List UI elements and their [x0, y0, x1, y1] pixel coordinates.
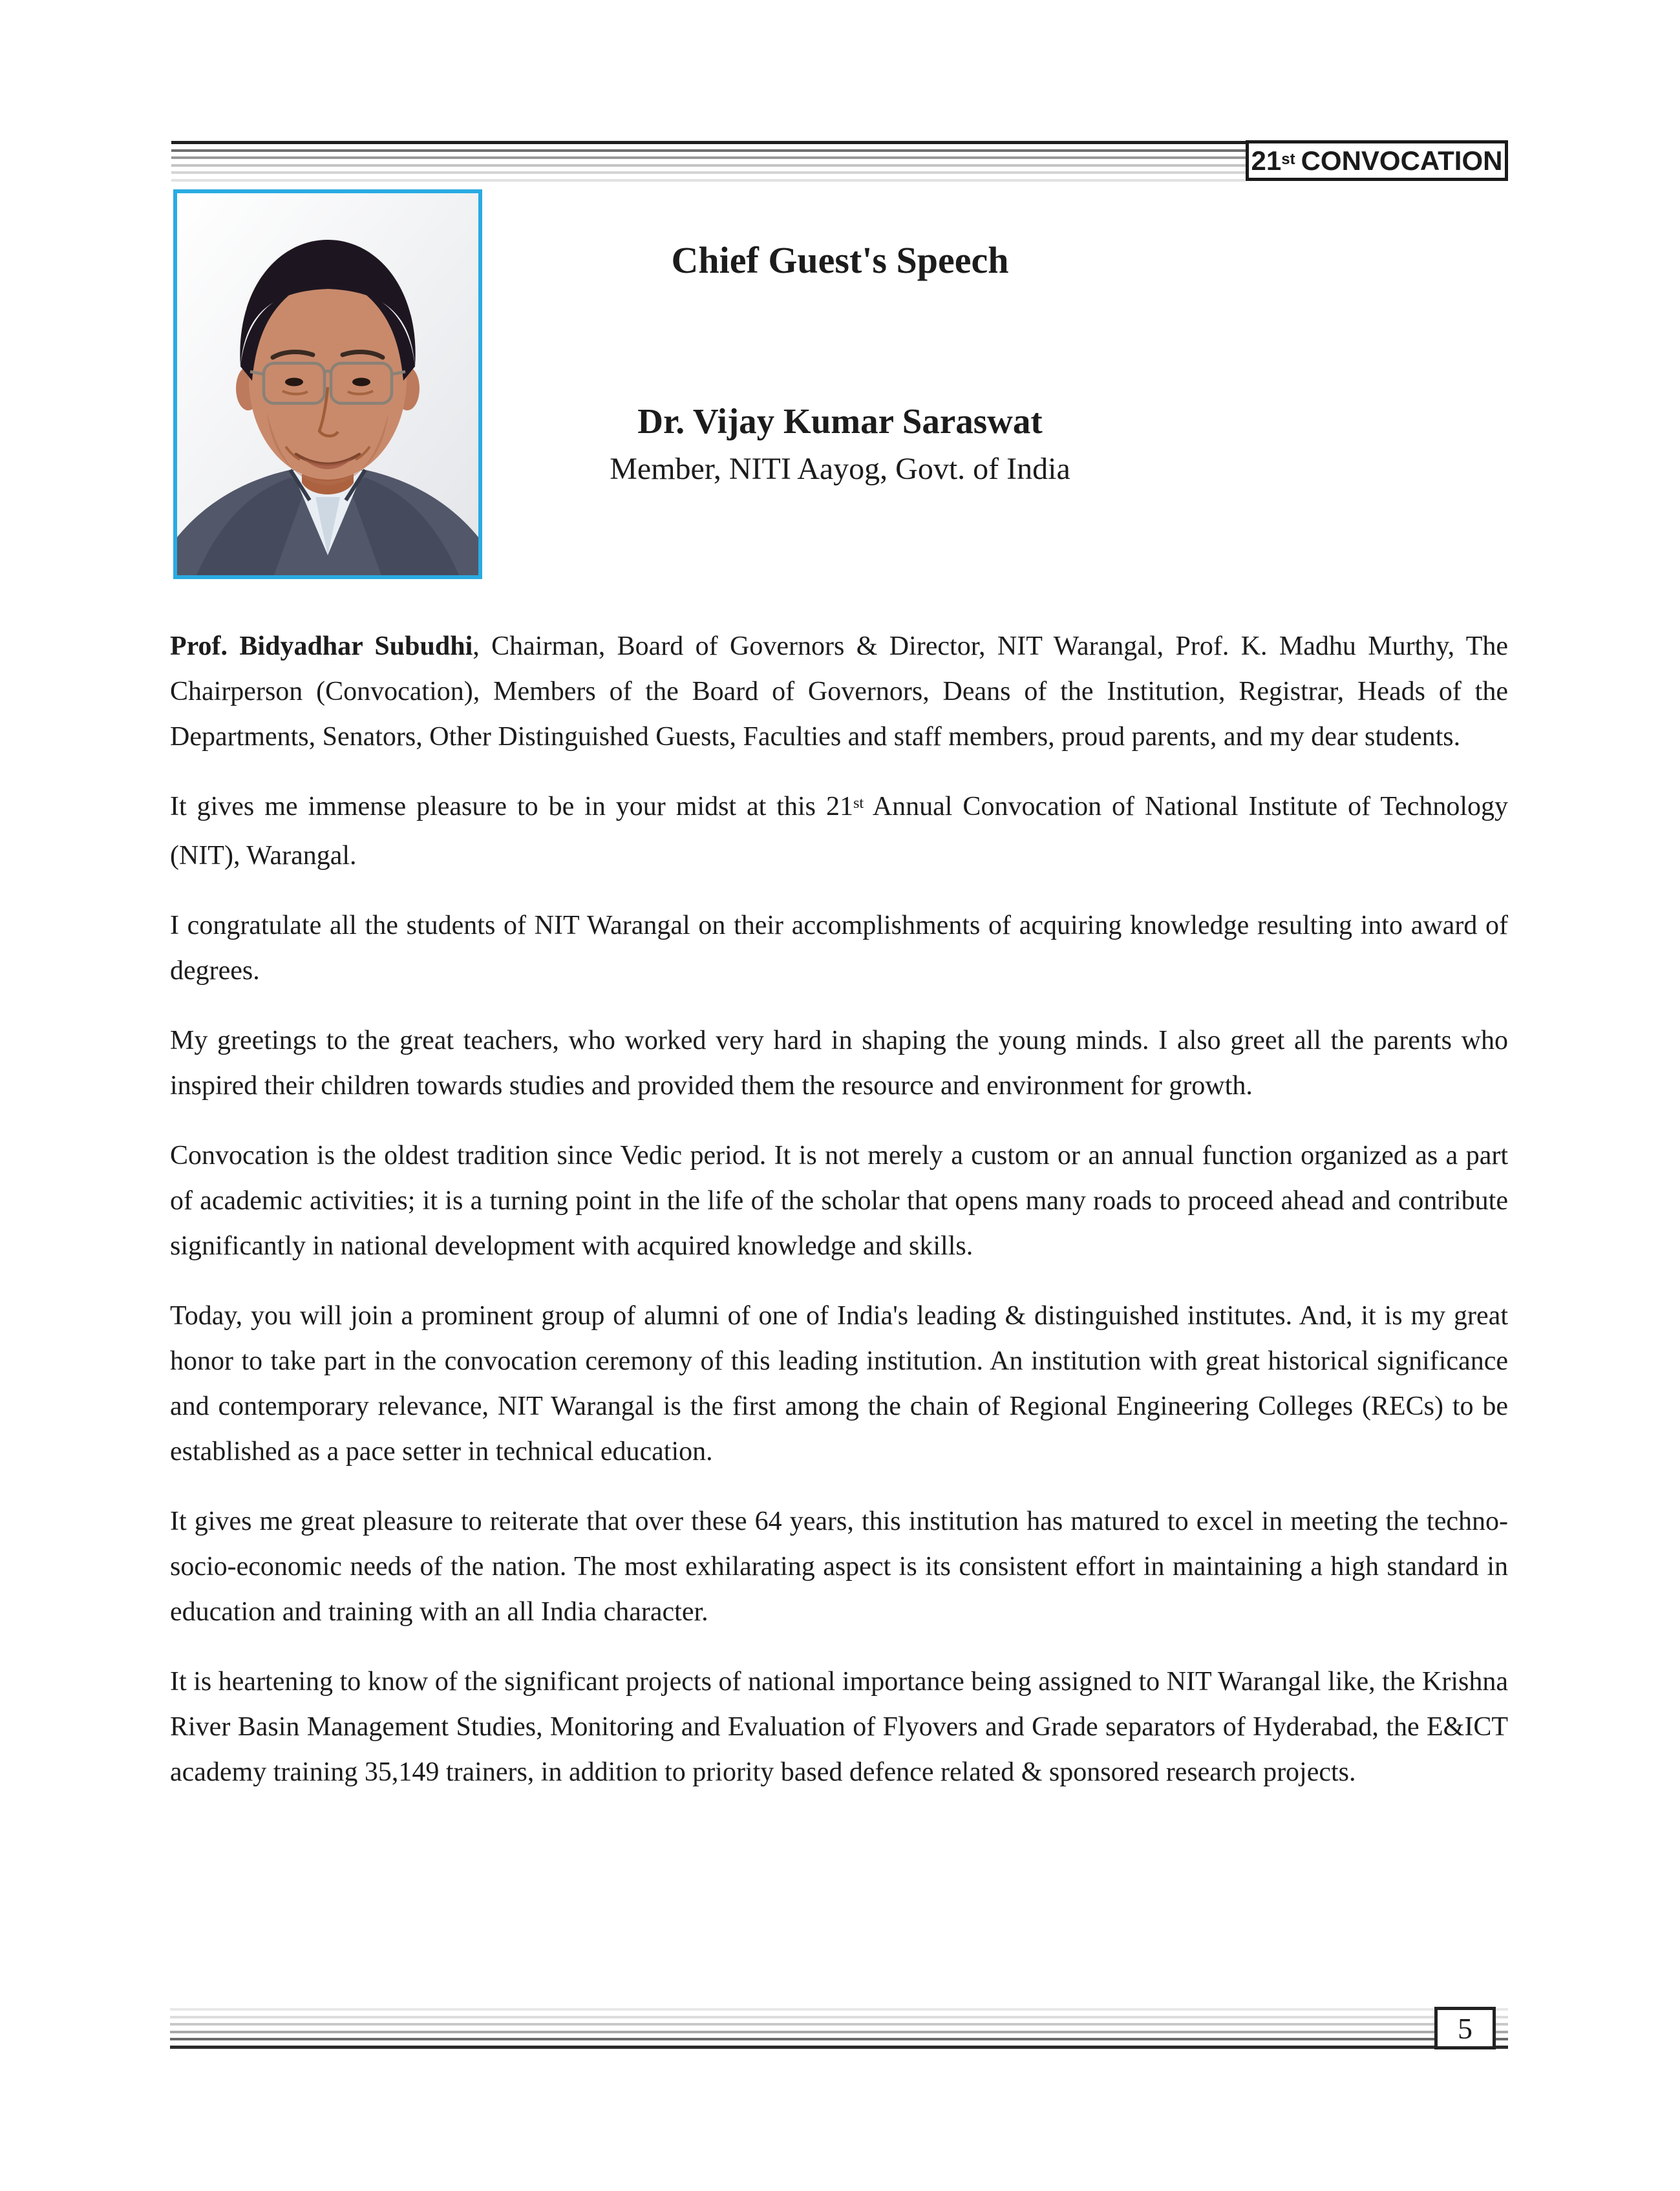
rule-line	[171, 171, 1246, 174]
paragraph-text: It is heartening to know of the significant projects of national importance being assigned to NIT Warangal like, the Krishna River Basin Management Studies, Monitoring and Evaluation of Flyovers and Grade separators of Hyderabad, the E&ICT academy training 35,149 trainers, in addition to priority based defence related & sponsored research projects.	[170, 1667, 1508, 1787]
badge-number: 21	[1251, 145, 1282, 176]
paragraph-text: Convocation is the oldest tradition since Vedic period. It is not merely a custom or an annual function organized as a part of academic activities; it is a turning point in the life of the scholar that opens many roads to proceed ahead and contribute significantly in national development with acquired knowledge and skills.	[170, 1141, 1508, 1261]
speaker-name: Dr. Vijay Kumar Saraswat	[637, 401, 1043, 441]
rule-line	[171, 179, 1246, 182]
page-number: 5	[1458, 2011, 1473, 2045]
rule-line	[170, 2023, 1508, 2026]
page-title: Chief Guest's Speech	[671, 239, 1009, 281]
paragraph-text: , Chairman, Board of Governors & Director, NIT Warangal, Prof. K. Madhu Murthy, The Chairperson (Convocation), Members of the Board of Governors, Deans of the Institution, Registrar, Heads of the Departments, Senators, Other Distinguished Guests, Faculties and staff members, proud parents, and my dear students.	[170, 631, 1508, 752]
rule-line	[170, 2008, 1508, 2011]
speech-paragraph	[170, 1499, 1508, 1635]
paragraph-text: Today, you will join a prominent group of alumni of one of India's leading & distinguished institutes. And, it is my great honor to take part in the convocation ceremony of this leading institution. An institution with great historical significance and contemporary relevance, NIT Warangal is the first among the chain of Regional Engineering Colleges (RECs) to be established as a pace setter in technical education.	[170, 1301, 1508, 1466]
superscript-text: st	[853, 794, 864, 812]
speech-paragraph	[170, 1018, 1508, 1108]
paragraph-text: It gives me great pleasure to reiterate that over these 64 years, this institution has matured to excel in meeting the techno-socio-economic needs of the nation. The most exhilarating aspect is its consistent effort in maintaining a high standard in education and training with an all India character.	[170, 1507, 1508, 1627]
speaker-role: Member, NITI Aayog, Govt. of India	[610, 452, 1070, 486]
rule-line	[170, 2038, 1508, 2040]
page-number-badge	[1434, 2007, 1496, 2049]
paragraph-text: It gives me immense pleasure to be in your midst at this 21	[170, 792, 853, 821]
bold-lead-text: Prof. Bidyadhar Subudhi	[170, 631, 473, 661]
footer-rule-lines	[170, 2008, 1508, 2054]
rule-line	[170, 2016, 1508, 2018]
speech-paragraph	[170, 1659, 1508, 1795]
paragraph-text: Annual Convocation of National Institute of Technology (NIT), Warangal.	[170, 792, 1508, 871]
paragraph-text: I congratulate all the students of NIT Warangal on their accomplishments of acquiring knowledge resulting into award of degrees.	[170, 911, 1508, 986]
speech-paragraph	[170, 624, 1508, 759]
speech-paragraph	[170, 784, 1508, 878]
paragraph-text: My greetings to the great teachers, who worked very hard in shaping the young minds. I also greet all the parents who inspired their children towards studies and provided them the resource and environment for growth.	[170, 1026, 1508, 1101]
speech-body	[170, 624, 1508, 1795]
rule-line	[171, 149, 1246, 152]
rule-line	[170, 2046, 1508, 2049]
rule-line	[171, 156, 1246, 159]
speech-paragraph	[170, 1133, 1508, 1269]
speech-paragraph	[170, 1293, 1508, 1474]
header-rule-lines	[171, 141, 1246, 187]
badge-label: CONVOCATION	[1301, 145, 1503, 176]
rule-line	[171, 164, 1246, 167]
rule-line	[170, 2031, 1508, 2033]
speech-paragraph	[170, 903, 1508, 993]
convocation-badge: 21 $^{st}$ CONVOCATION	[1246, 140, 1508, 181]
rule-line	[171, 141, 1246, 144]
